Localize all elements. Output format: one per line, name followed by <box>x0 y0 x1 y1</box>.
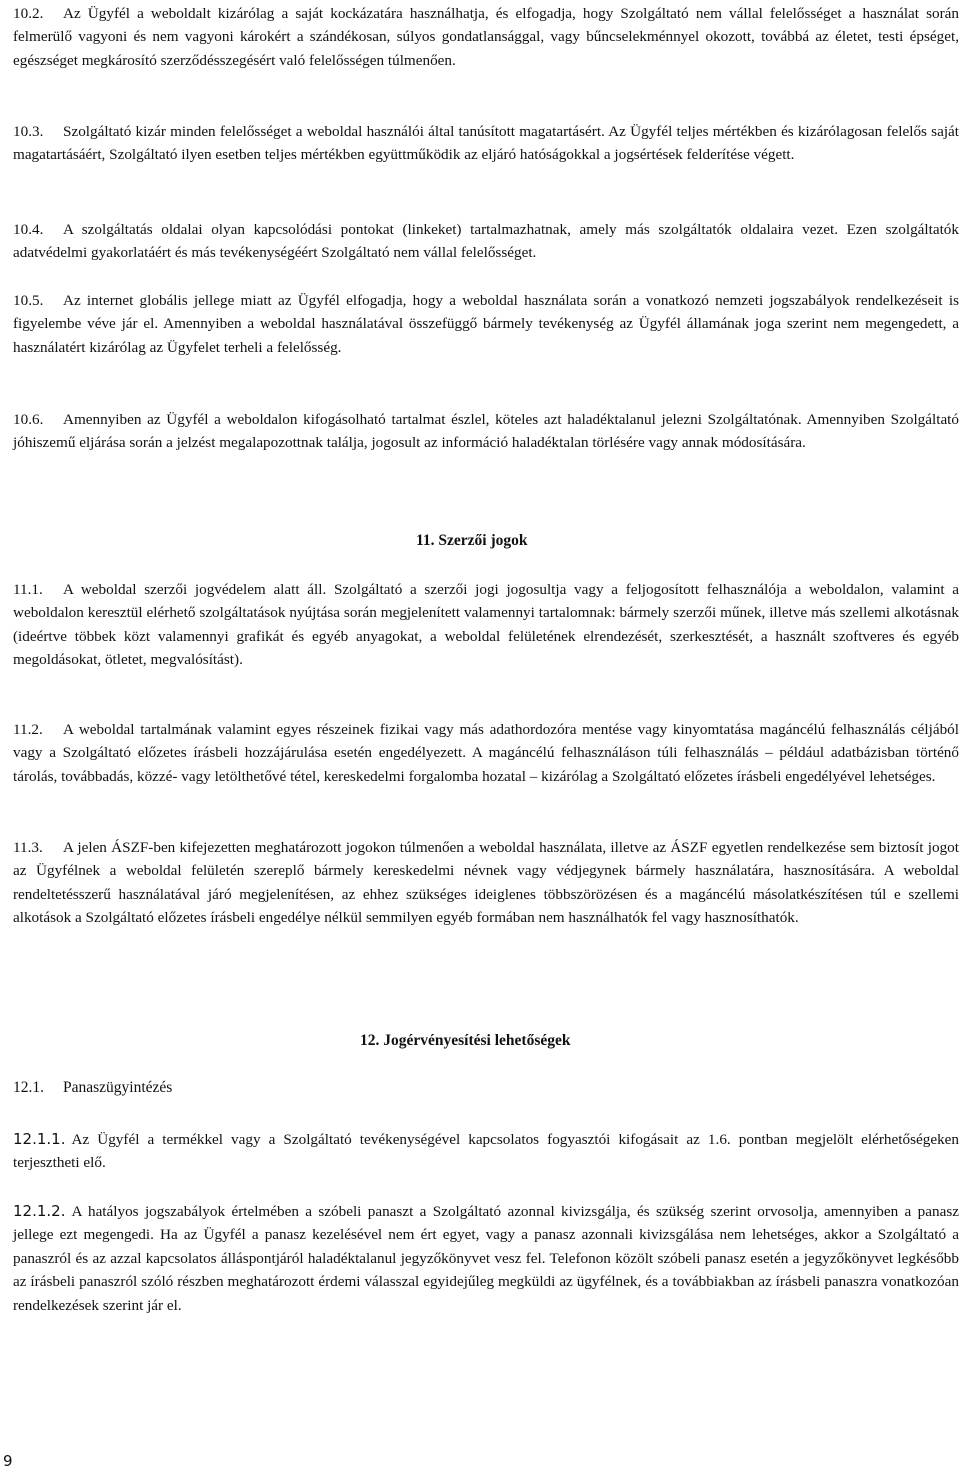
subheading-number: 12.1. <box>13 1079 44 1096</box>
paragraph-10-4 <box>13 218 959 265</box>
paragraph-11-3 <box>13 836 959 930</box>
paragraph-number: 10.2. <box>13 5 44 22</box>
paragraph-number: 10.5. <box>13 292 44 309</box>
paragraph-text: A hatályos jogszabályok értelmében a szóbeli panaszt a Szolgáltató azonnal kivizsgálja, és szükség szerint orvosolja, amennyiben a panasz jellege ezt megengedi. Ha az Ügyfél a panasz kezelésével nem ért egyet, vagy a panasz azonnali kivizsgálása nem lehetséges, akkor a Szolgáltató a panaszról és az azzal kapcsolatos álláspontjáról haladéktalanul jegyzőkönyvet vesz fel. Telefonon közölt szóbeli panasz esetén a jegyzőkönyvet legkésőbb az írásbeli panaszról szóló részben meghatározott érdemi válasszal egyidejűleg megküldi az ügyfélnek, és a továbbiakban az írásbeli panaszra vonatkozóan rendelkezések szerint jár el. <box>13 1203 959 1314</box>
paragraph-10-5 <box>13 289 959 359</box>
paragraph-12-1-2 <box>13 1200 959 1317</box>
paragraph-10-2 <box>13 2 959 72</box>
subheading-12-1 <box>13 1077 172 1099</box>
paragraph-number: 11.2. <box>13 721 43 738</box>
paragraph-number: 11.1. <box>13 581 43 598</box>
paragraph-text: Az Ügyfél a weboldalt kizárólag a saját kockázatára használhatja, és elfogadja, hogy Szolgáltató nem vállal felelősséget a használat során felmerülő vagyoni és nem vagyoni károkért a szándékosan, súlyos gondatlansággal, vagy bűncselekménnyel okozott, továbbá az életet, testi épséget, egészséget megkárosító szerződésszegésért való felelősségen túlmenően. <box>13 5 959 69</box>
paragraph-11-1 <box>13 578 959 672</box>
paragraph-text: Az Ügyfél a termékkel vagy a Szolgáltató tevékenységével kapcsolatos fogyasztói kifogásait az 1.6. pontban megjelölt elérhetőségeken terjesztheti elő. <box>13 1131 959 1172</box>
paragraph-10-6 <box>13 408 959 455</box>
page-number: 9 <box>3 1452 13 1470</box>
section-heading-11: 11. Szerzői jogok <box>416 532 528 549</box>
paragraph-10-3 <box>13 120 959 167</box>
paragraph-text: Amennyiben az Ügyfél a weboldalon kifogásolható tartalmat észlel, köteles azt haladéktalanul jelezni Szolgáltatónak. Amennyiben Szolgáltató jóhiszemű eljárása során a jelzést megalapozottnak találja, jogosult az információ haladéktalan törlésére vagy annak módosítására. <box>13 411 959 452</box>
paragraph-number: 10.4. <box>13 221 44 238</box>
paragraph-number: 11.3. <box>13 839 43 856</box>
paragraph-text: A weboldal tartalmának valamint egyes részeinek fizikai vagy más adathordozóra mentése vagy kinyomtatása magáncélú felhasználás céljából vagy a Szolgáltató előzetes írásbeli hozzájárulása esetén engedélyezett. A magáncélú felhasználáson túli felhasználás – például adatbázisban történő tárolás, továbbadás, közzé- vagy letölthetővé tétel, kereskedelmi forgalomba hozatal – kizárólag a Szolgáltató előzetes írásbeli engedélyével lehetséges. <box>13 721 959 785</box>
paragraph-12-1-1 <box>13 1128 959 1175</box>
paragraph-number: 12.1.2. <box>13 1202 66 1220</box>
paragraph-text: A weboldal szerzői jogvédelem alatt áll. Szolgáltató a szerzői jogi jogosultja vagy a feljogosított felhasználója a weboldalon, valamint a weboldalon keresztül elérhető szolgáltatások nyújtása során megjelenített valamennyi tartalomnak: bármely szerzői műnek, illetve más szellemi alkotásnak (ideértve többek közt valamennyi grafikát és egyéb anyagokat, a weboldal felületének elrendezését, szerkesztését, a használt szoftveres és egyéb megoldásokat, ötletet, megvalósítást). <box>13 581 959 669</box>
subheading-text: Panaszügyintézés <box>63 1079 173 1096</box>
section-heading-12: 12. Jogérvényesítési lehetőségek <box>360 1032 571 1049</box>
paragraph-number: 12.1.1. <box>13 1130 66 1148</box>
paragraph-11-2 <box>13 718 959 788</box>
paragraph-number: 10.6. <box>13 411 44 428</box>
paragraph-text: Az internet globális jellege miatt az Ügyfél elfogadja, hogy a weboldal használata során a vonatkozó nemzeti jogszabályok rendelkezéseit is figyelembe véve jár el. Amennyiben a weboldal használatával összefüggő bármely tevékenység az Ügyfél államának joga szerint nem megengedett, a használatért kizárólag az Ügyfelet terheli a felelősség. <box>13 292 959 356</box>
paragraph-text: A szolgáltatás oldalai olyan kapcsolódási pontokat (linkeket) tartalmazhatnak, amely más szolgáltatók oldalaira vezet. Ezen szolgáltatók adatvédelmi gyakorlatáért és más tevékenységéért Szolgáltató nem vállal felelősséget. <box>13 221 959 262</box>
paragraph-number: 10.3. <box>13 123 44 140</box>
paragraph-text: A jelen ÁSZF-ben kifejezetten meghatározott jogokon túlmenően a weboldal használata, illetve az ÁSZF egyetlen rendelkezése sem biztosít jogot az Ügyfélnek a weboldal felületén szereplő bármely kereskedelmi névnek vagy védjegynek bármely használatára, hasznosítására. A weboldal rendeltetésszerű használatával járó megjelenítésen, az ehhez szükséges ideiglenes többszörözésen és a magáncélú másolatkészítésen túl e szellemi alkotások a Szolgáltató előzetes írásbeli engedélye nélkül semmilyen egyéb formában nem használhatók fel vagy hasznosíthatók. <box>13 839 959 927</box>
paragraph-text: Szolgáltató kizár minden felelősséget a weboldal használói által tanúsított magatartásért. Az Ügyfél teljes mértékben és kizárólagosan felelős saját magatartásáért, Szolgáltató ilyen esetben teljes mértékben együttműködik az eljáró hatóságokkal a jogsértések felderítése végett. <box>13 123 959 164</box>
